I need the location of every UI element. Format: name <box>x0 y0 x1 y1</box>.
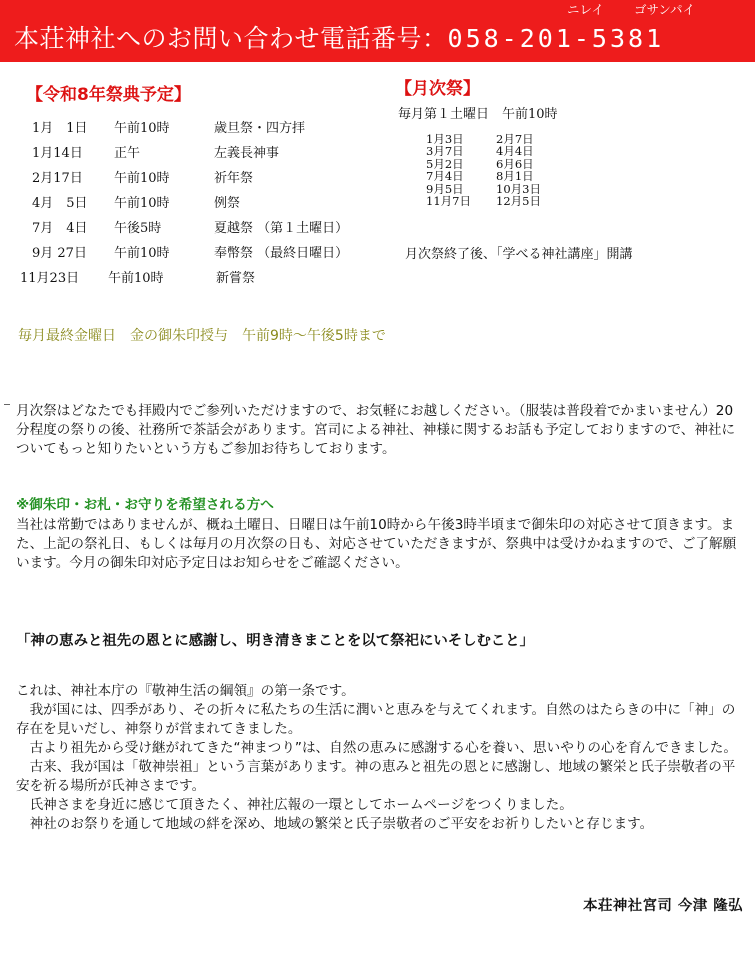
monthly-title: 【月次祭】 <box>395 79 480 99</box>
monthly-date: 4月4日 <box>496 144 534 159</box>
message-line: 我が国には、四季があり、その折々に私たちの生活に潤いと恵みを与えてくれます。自然のはたらきの中に「神」の存在を見いだし、神祭りが営まれてきました。 <box>16 702 736 737</box>
event-time: 午後5時 <box>114 221 162 236</box>
goshuin-notice-body: 当社は常勤ではありませんが、概ね土曜日、日曜日は午前10時から午後3時半頃まで御朱印の対応させて頂きます。また、上記の祭礼日、もしくは毎月の月次祭の日も、対応させていただきますが、祭典中は受けかねますので、ご了解願います。今月の御朱印対応予定日はお知らせをご確認ください。 <box>16 517 737 571</box>
monthly-date-row <box>426 195 566 207</box>
phone-number: 058-201-5381 <box>447 24 665 53</box>
event-time: 午前10時 <box>114 171 170 186</box>
event-time: 午前10時 <box>114 196 170 211</box>
event-name: 歳旦祭・四方拝 <box>214 121 306 136</box>
event-time: 午前10時 <box>108 271 164 286</box>
signature: 本荘神社宮司 今津 隆弘 <box>583 898 743 914</box>
monthly-date: 6月6日 <box>496 156 534 171</box>
message-line: 古来、我が国は「敬神崇祖」という言葉があります。神の恵みと祖先の恩とに感謝し、地域の繁栄と氏子崇敬者の平安を祈る場所が氏神さまです。 <box>16 759 736 794</box>
monthly-date: 8月1日 <box>496 169 534 184</box>
motto-heading: 「神の恵みと祖先の恩とに感謝し、明き清きまことを以て祭祀にいそしむこと」 <box>16 633 535 649</box>
header-title <box>14 24 664 54</box>
monthly-date: 12月5日 <box>496 194 541 209</box>
event-name: 左義長神事 <box>214 146 280 161</box>
message-paragraph <box>16 682 744 834</box>
monthly-date: 1月3日 <box>426 132 464 146</box>
monthly-date-row <box>426 145 566 157</box>
monthly-subtitle: 毎月第１土曜日 午前10時 <box>398 107 558 122</box>
event-time: 午前10時 <box>114 121 170 136</box>
intro-paragraph <box>16 402 744 459</box>
event-name: 新嘗祭 <box>216 271 256 286</box>
monthly-date: 9月5日 <box>426 181 464 196</box>
event-date: 4月 5日 <box>32 196 88 211</box>
event-name: 例祭 <box>214 196 241 211</box>
intro-text: 月次祭はどなたでも拝殿内でご参列いただけますので、お気軽にお越しください。（服装は普段着でかまいません）20分程度の祭りの後、社務所で茶話会があります。宮司による神社、神様に関するお話も予定しておりますので、神社についてもっと知りたいという方もご参加お待ちしております。 <box>16 403 736 457</box>
message-line: これは、神社本庁の『敬神生活の綱領』の第一条です。 <box>16 683 355 699</box>
event-date: 2月17日 <box>32 171 83 186</box>
event-date: 9月 27日 <box>32 246 87 261</box>
paragraph-mark <box>4 404 10 405</box>
event-time: 正午 <box>114 146 141 161</box>
monthly-date: 10月3日 <box>496 181 541 196</box>
message-line: 氏神さまを身近に感じて頂きたく、神社広報の一環としてホームページをつくりました。 <box>16 797 573 813</box>
event-name: 夏越祭 （第１土曜日） <box>214 221 349 236</box>
event-name: 祈年祭 <box>214 171 254 186</box>
message-line: 古より祖先から受け継がれてきた“神まつり”は、自然の恵みに感謝する心を養い、思いやりの心を育んできました。 <box>16 740 737 756</box>
header-banner <box>0 0 755 62</box>
event-date: 1月 1日 <box>32 121 88 136</box>
event-date: 1月14日 <box>32 146 83 161</box>
event-time: 午前10時 <box>114 246 170 261</box>
gold-goshuin-notice: 毎月最終金曜日 金の御朱印授与 午前9時～午後5時まで <box>18 328 386 344</box>
event-name: 奉幣祭 （最終日曜日） <box>214 246 349 261</box>
monthly-date: 5月2日 <box>426 156 464 171</box>
header-title-prefix: 本荘神社へのお問い合わせ電話番号： <box>14 24 448 53</box>
monthly-lecture-note: 月次祭終了後、「学べる神社講座」開講 <box>405 247 633 262</box>
events-title: 【令和8年祭典予定】 <box>26 85 191 105</box>
monthly-date-row <box>426 170 566 182</box>
event-date: 7月 4日 <box>32 221 88 236</box>
goshuin-notice-title: ※御朱印・お札・お守りを希望される方へ <box>16 497 274 513</box>
phone-ruby-2: ゴサンパイ <box>634 2 696 17</box>
event-date: 11月23日 <box>20 271 80 286</box>
monthly-date: 3月7日 <box>426 144 464 159</box>
monthly-dates <box>426 133 566 207</box>
phone-ruby-1: ニレイ <box>567 2 604 17</box>
monthly-date: 11月7日 <box>426 194 471 209</box>
monthly-date: 7月4日 <box>426 169 464 184</box>
message-line: 神社のお祭りを通して地域の絆を深め、地域の繁栄と氏子崇敬者のご平安をお祈りしたいと存じます。 <box>16 816 654 832</box>
monthly-date: 2月7日 <box>496 132 534 146</box>
